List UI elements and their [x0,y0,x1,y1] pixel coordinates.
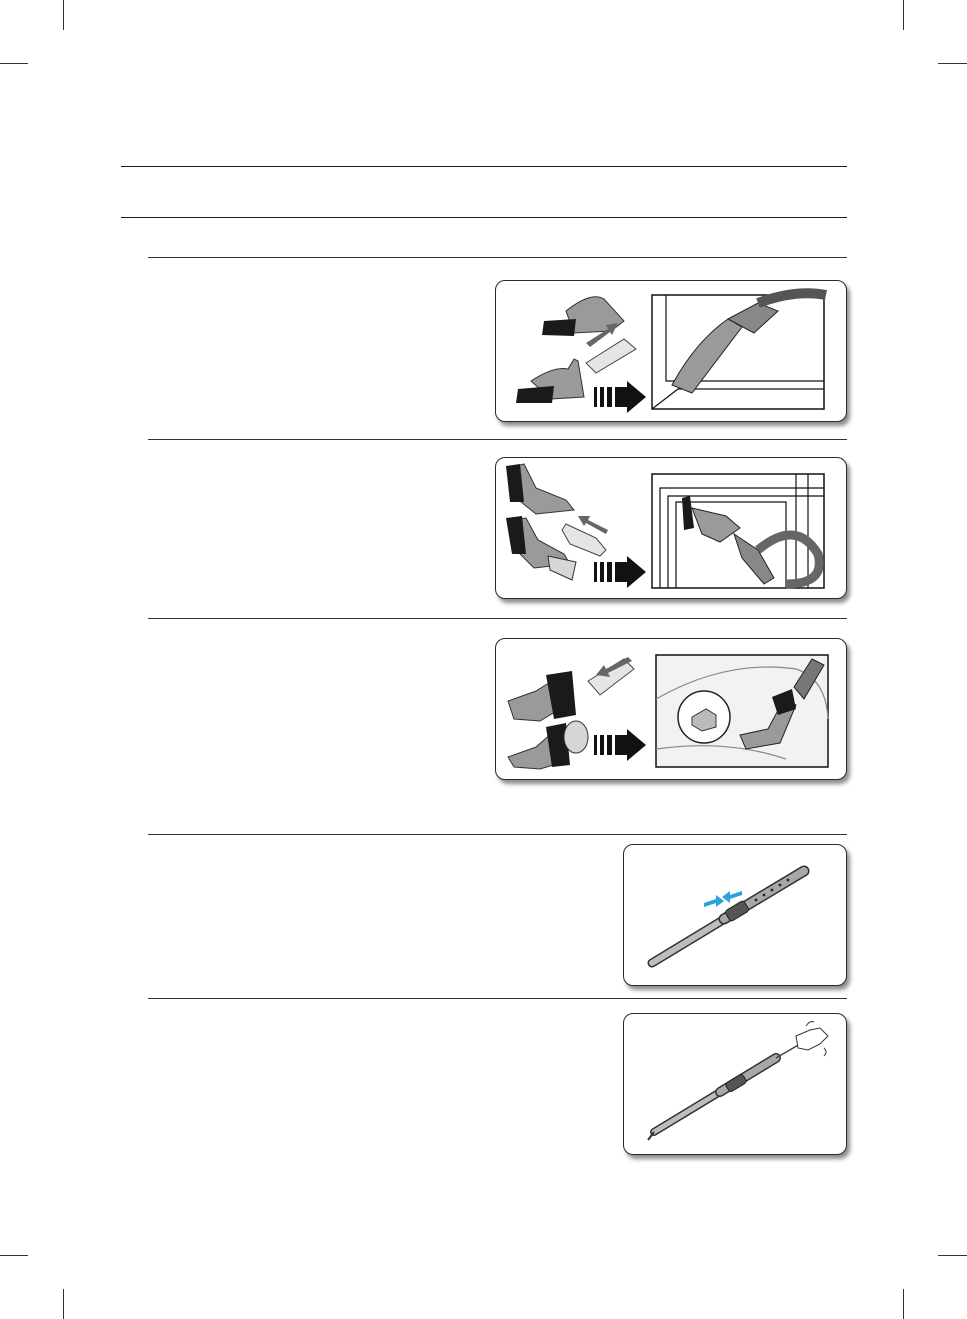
title-rule-top [121,166,847,167]
crop-mark [903,0,904,30]
hand-cleaning-icon [624,1014,846,1154]
title-rule-bottom [121,217,847,218]
telescopic-pipe-panel [623,844,847,986]
crop-mark [938,63,967,64]
crevice-tool-icon [588,659,634,695]
push-arrow-icon [594,729,646,761]
crevice-window-panel [495,280,847,422]
brush-nozzle-icon [506,464,574,514]
section-rule [148,998,847,999]
door-frame-panel [495,457,847,599]
sofa-illustration [496,639,846,779]
window-frame-illustration [496,281,846,421]
brush-nozzle-icon [516,359,584,403]
push-arrow-icon [594,381,646,413]
crop-mark [63,1289,64,1319]
pipe-cleaning-panel [623,1013,847,1155]
crop-mark [0,1255,28,1256]
push-arrow-icon [594,556,646,588]
door-frame-illustration [496,458,846,598]
section-rule [148,618,847,619]
telescopic-pipe-icon [624,845,846,985]
brush-nozzle-icon [508,721,588,769]
crop-mark [0,63,28,64]
dusting-brush-panel [495,638,847,780]
section-rule [148,257,847,258]
brush-nozzle-icon [508,671,576,721]
crop-mark [903,1289,904,1319]
crop-mark [938,1255,967,1256]
section-rule [148,834,847,835]
section-rule [148,439,847,440]
crop-mark [63,0,64,30]
